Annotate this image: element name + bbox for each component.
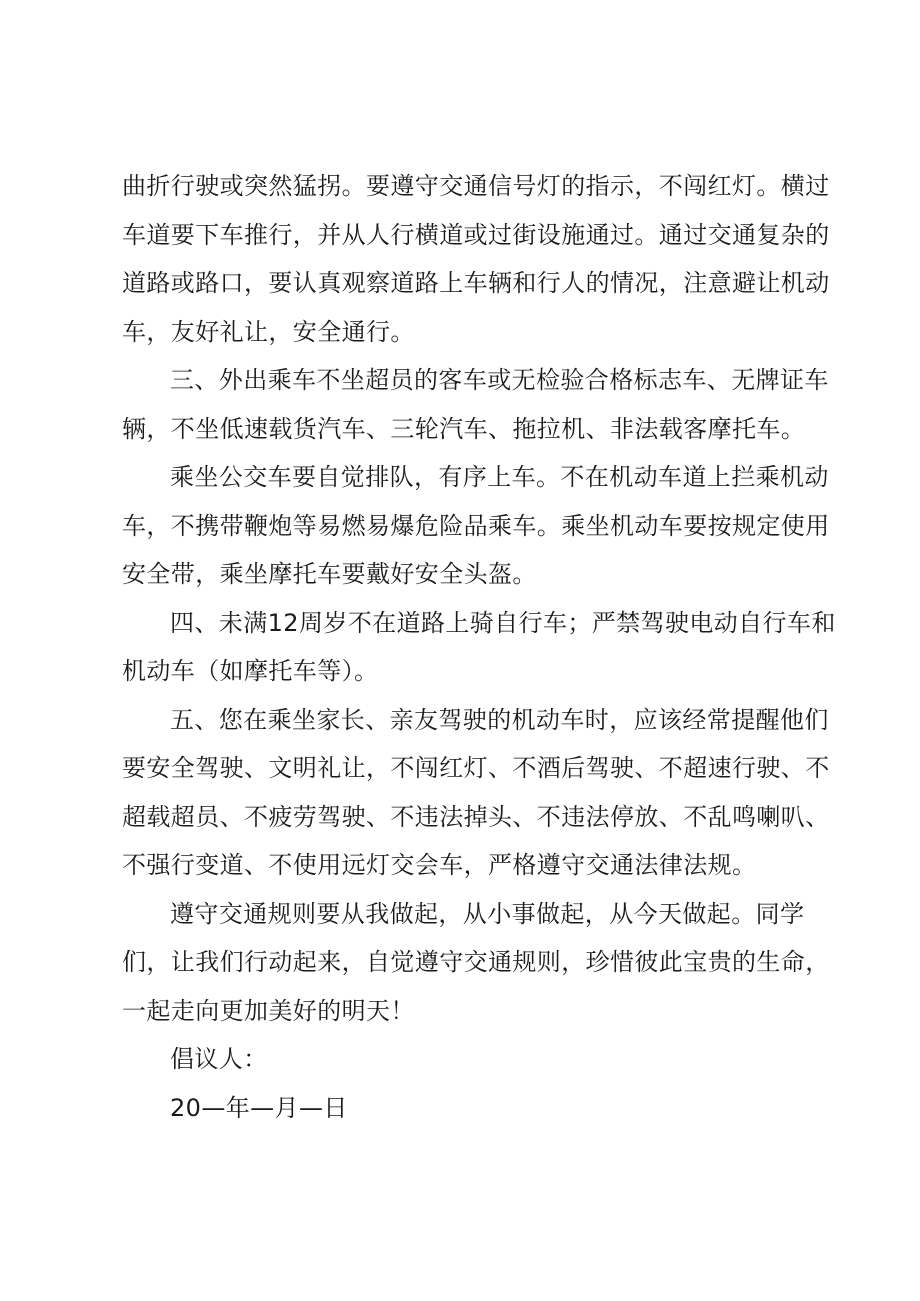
text-line: 乘坐公交车要自觉排队，有序上车。不在机动车道上拦乘机动 — [170, 463, 829, 491]
text-line: 曲折行驶或突然猛拐。要遵守交通信号灯的指示，不闯红灯。横过 — [122, 172, 830, 200]
paragraph-p5 — [122, 696, 830, 890]
paragraph-p1 — [122, 162, 830, 356]
document-body — [122, 162, 836, 1132]
text-line: 20—年—月—日 — [170, 1093, 348, 1122]
text-line: 五、您在乘坐家长、亲友驾驶的机动车时，应该经常提醒他们 — [170, 705, 829, 734]
text-line: 三、外出乘车不坐超员的客车或无检验合格标志车、无牌证车 — [170, 366, 829, 394]
text-line: 车道要下车推行，并从人行横道或过街设施通过。通过交通复杂的 — [122, 220, 830, 249]
text-line: 一起走向更加美好的明天！ — [122, 996, 415, 1025]
text-line: 四、未满12周岁不在道路上骑自行车；严禁驾驶电动自行车和 — [170, 608, 836, 637]
paragraph-p4 — [122, 599, 836, 696]
text-line: 辆，不坐低速载货汽车、三轮汽车、拖拉机、非法载客摩托车。 — [122, 414, 806, 443]
date-line — [122, 1084, 812, 1133]
paragraph-p6 — [122, 890, 830, 1036]
text-line: 要安全驾驶、文明礼让，不闯红灯、不酒后驾驶、不超速行驶、不 — [122, 754, 830, 782]
paragraph-p2 — [122, 356, 829, 453]
text-line: 机动车（如摩托车等）。 — [122, 657, 379, 685]
text-line: 车，友好礼让，安全通行。 — [122, 317, 415, 346]
text-line: 遵守交通规则要从我做起，从小事做起，从今天做起。同学 — [170, 899, 805, 928]
text-line: 车，不携带鞭炮等易燃易爆危险品乘车。乘坐机动车要按规定使用 — [122, 511, 830, 540]
text-line: 倡议人： — [170, 1045, 268, 1073]
text-line: 超载超员、不疲劳驾驶、不违法掉头、不违法停放、不乱鸣喇叭、 — [122, 802, 830, 831]
text-line: 安全带，乘坐摩托车要戴好安全头盔。 — [122, 560, 537, 588]
text-line: 道路或路口，要认真观察道路上车辆和行人的情况，注意避让机动 — [122, 269, 830, 297]
text-line: 们，让我们行动起来，自觉遵守交通规则，珍惜彼此宝贵的生命， — [122, 948, 830, 976]
signature-label — [122, 1035, 812, 1084]
text-line: 不强行变道、不使用远灯交会车，严格遵守交通法律法规。 — [122, 851, 757, 879]
paragraph-p3 — [122, 453, 830, 599]
